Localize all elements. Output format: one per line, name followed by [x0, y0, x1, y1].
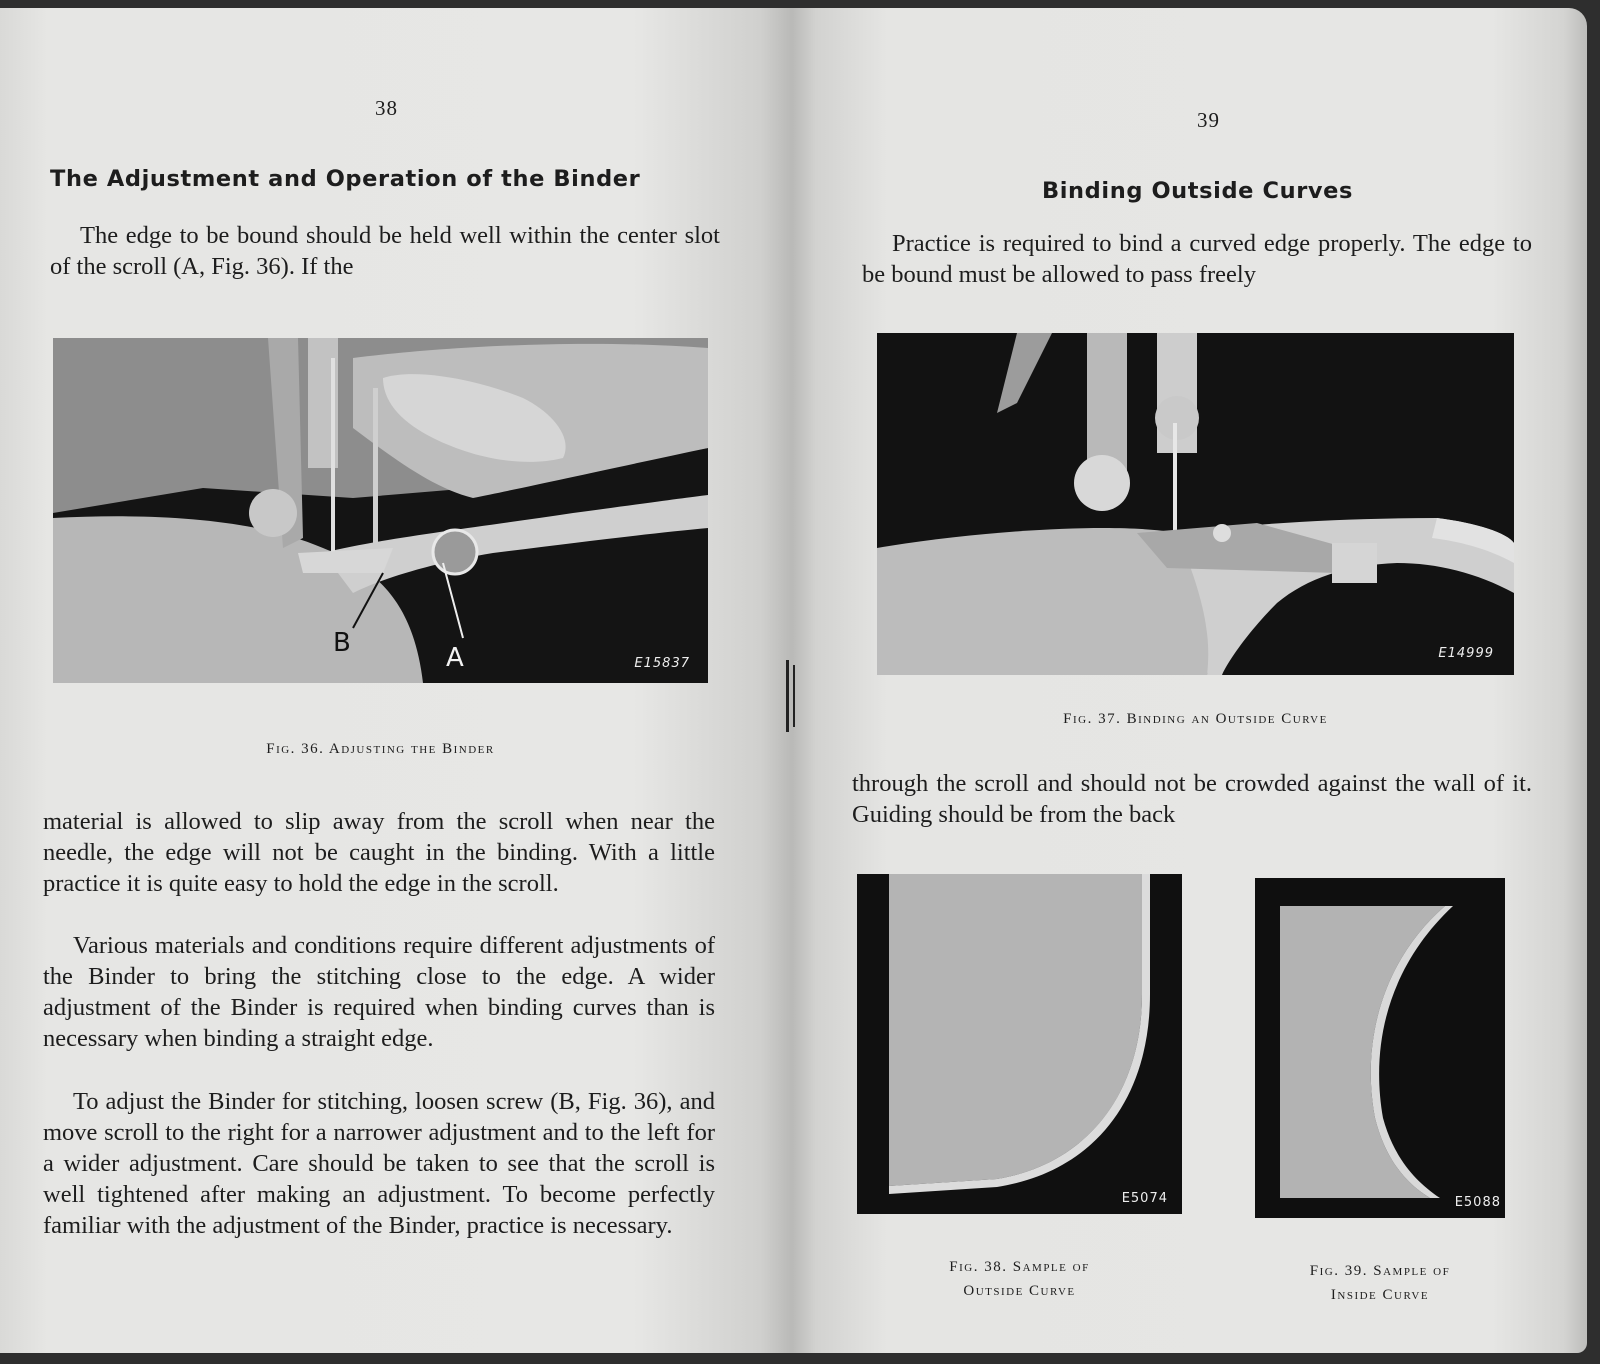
figure-36-plate-number: E15837 [634, 656, 690, 671]
figure-38-plate-number: E5074 [1121, 1191, 1168, 1206]
figure-39-caption-line-1: Fig. 39. Sample of [1309, 1263, 1451, 1279]
gutter-mark-upper [786, 660, 789, 732]
figure-38-photo [857, 874, 1182, 1214]
figure-38-caption-line-2: Outside Curve [963, 1283, 1076, 1299]
inside-curve-sample-illustration [1255, 878, 1505, 1218]
left-page [0, 8, 792, 1353]
page-number-right: 39 [1197, 108, 1220, 132]
right-intro-paragraph: Practice is required to bind a curved edge properly. The edge to be bound must be allowed to pass freely [862, 230, 1532, 288]
figure-37-caption: Fig. 37. Binding an Outside Curve [1063, 711, 1328, 727]
figure-37-plate-number: E14999 [1438, 646, 1494, 661]
left-paragraph-3: To adjust the Binder for stitching, loosen screw (B, Fig. 36), and move scroll to the right for a narrower adjustment and to the left for a wider adjustment. Care should be taken to see that the scroll is well tightened after making an adjustment. To become perfectly familiar with the adjustment of the Binder, practice is necessary. [43, 1088, 715, 1239]
binder-photo-illustration [53, 338, 708, 683]
right-page-heading: Binding Outside Curves [1042, 178, 1354, 204]
figure-37-photo [877, 333, 1514, 675]
left-intro-paragraph: The edge to be bound should be held well within the center slot of the scroll (A, Fig. 36). If the [50, 222, 720, 280]
left-paragraph-2: Various materials and conditions require different adjustments of the Binder to bring the stitching close to the edge. A wider adjustment of the Binder is required when binding curves than is necessary when binding a straight edge. [43, 932, 715, 1052]
figure-39-plate-number: E5088 [1454, 1195, 1501, 1210]
right-continuation-paragraph: through the scroll and should not be crowded against the wall of it. Guiding should be from the back [852, 770, 1532, 828]
figure-36-photo [53, 338, 708, 683]
outside-curve-sample-illustration [857, 874, 1182, 1214]
outside-curve-photo-illustration [877, 333, 1514, 675]
right-page [792, 8, 1587, 1353]
page-number-left: 38 [375, 96, 398, 120]
figure-39-caption-line-2: Inside Curve [1330, 1287, 1430, 1303]
figure-36-caption: Fig. 36. Adjusting the Binder [266, 741, 495, 757]
left-page-heading: The Adjustment and Operation of the Binder [50, 166, 641, 192]
figure-39-photo [1255, 878, 1505, 1218]
left-paragraph-1: material is allowed to slip away from the scroll when near the needle, the edge will not be caught in the binding. With a little practice it is quite easy to hold the edge in the scroll. [43, 808, 715, 897]
figure-38-caption-line-1: Fig. 38. Sample of [949, 1259, 1090, 1275]
gutter-mark-lower [793, 665, 795, 727]
callout-a-label: A [446, 643, 464, 673]
callout-b-label: B [333, 628, 351, 658]
